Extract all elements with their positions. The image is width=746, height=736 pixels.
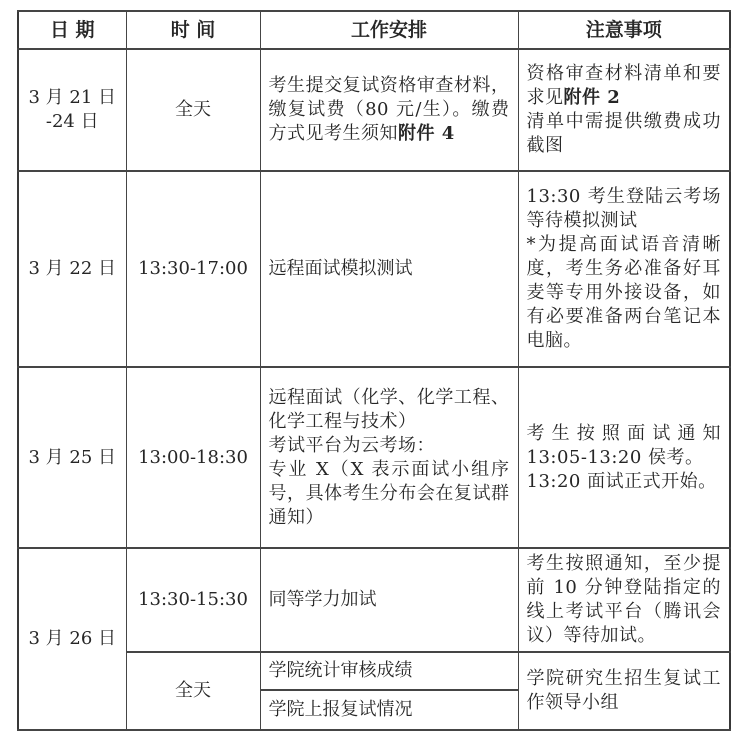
date-cell-mar22: 3 月 22 日 [18, 171, 126, 367]
header-time: 时 间 [126, 11, 260, 49]
work-paragraph-1: 远程面试（化学、化学工程、化学工程与技术） [268, 386, 510, 432]
notes-cell-mar25 [518, 367, 730, 548]
date-line-2: -24 日 [45, 111, 99, 132]
work-paragraph: 学院统计审核成绩 [268, 660, 413, 681]
note-text: 资格审查材料清单和要求见 [526, 63, 721, 108]
work-paragraph: 同等学力加试 [268, 589, 377, 610]
attachment-2-ref: 附件 2 [563, 87, 621, 108]
date-cell-mar25: 3 月 25 日 [18, 367, 126, 548]
date-cell-mar26: 3 月 26 日 [18, 548, 126, 730]
table-header-row [18, 11, 730, 49]
work-cell-mar21-24 [260, 49, 518, 171]
header-date: 日 期 [18, 11, 126, 49]
table-row-mar26-sub1 [18, 548, 730, 652]
work-cell-mar25 [260, 367, 518, 548]
work-cell-mar22 [260, 171, 518, 367]
table-row-mar21-24 [18, 49, 730, 171]
work-paragraph: 远程面试模拟测试 [268, 258, 413, 279]
time-cell-mar25: 13:00-18:30 [126, 367, 260, 548]
attachment-4-ref: 附件 4 [398, 123, 455, 144]
note-paragraph-2: *为提高面试语音清晰度，考生务必准备好耳麦等专用外接设备，如有必要准备两台笔记本电脑。 [526, 234, 721, 351]
date-line-1: 3 月 21 日 [28, 87, 117, 108]
time-cell-mar26-sub1: 13:30-15:30 [126, 548, 260, 652]
work-cell-mar26-sub1 [260, 548, 518, 652]
work-paragraph-2: 考试平台为云考场： [268, 434, 435, 456]
notes-cell-mar26-sub1 [518, 548, 730, 652]
time-cell-mar26-allday: 全天 [126, 652, 260, 730]
work-paragraph: 学院上报复试情况 [268, 699, 413, 720]
note-paragraph-2: 清单中需提供缴费成功截图 [526, 111, 721, 156]
header-work: 工作安排 [260, 11, 518, 49]
notes-cell-mar21-24 [518, 49, 730, 171]
note-paragraph: 学院研究生招生复试工作领导小组 [526, 668, 721, 713]
note-paragraph-1 [527, 62, 722, 110]
note-paragraph-1: 13:30 考生登陆云考场等待模拟测试 [526, 186, 721, 231]
time-cell-mar22: 13:30-17:00 [126, 171, 260, 367]
note-paragraph-2: 13:20 面试正式开始。 [526, 470, 717, 492]
notes-cell-mar22 [518, 171, 730, 367]
table-row-mar25 [18, 367, 730, 548]
work-cell-mar26-sub2 [260, 652, 518, 690]
work-cell-mar26-sub3 [260, 690, 518, 730]
note-paragraph: 考生按照通知，至少提前 10 分钟登陆指定的线上考试平台（腾讯会议）等待加试。 [526, 553, 721, 646]
work-paragraph [269, 74, 510, 146]
time-cell-mar21-24: 全天 [126, 49, 260, 171]
work-text: 考生提交复试资格审查材料，缴复试费（80 元/生）。缴费方式见考生须知 [268, 75, 510, 144]
schedule-table [17, 10, 731, 731]
header-notes: 注意事项 [518, 11, 730, 49]
date-cell-mar21-24 [18, 49, 126, 171]
note-paragraph-1: 考生按照面试通知 13:05-13:20 侯考。 [526, 422, 721, 468]
work-paragraph-3: 专业 X（X 表示面试小组序号，具体考生分布会在复试群通知） [268, 458, 510, 528]
table-row-mar22 [18, 171, 730, 367]
notes-cell-mar26-merged [518, 652, 730, 730]
